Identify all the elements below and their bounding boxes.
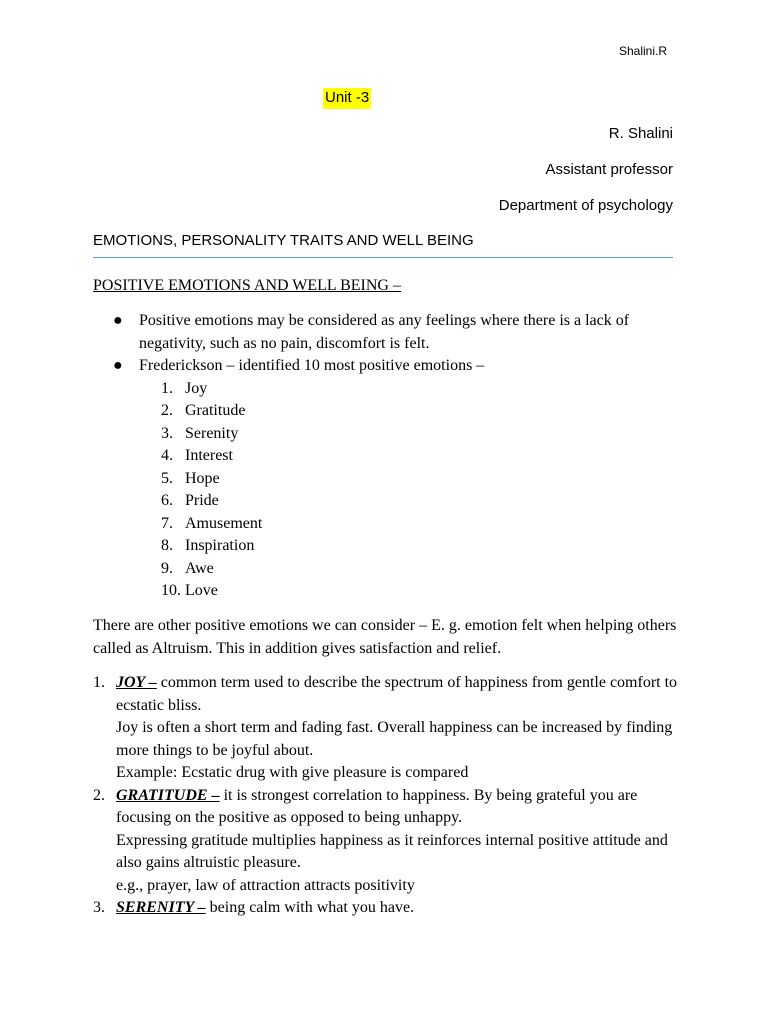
detail-number: 3. [93, 899, 105, 916]
header-author: Shalini.R [618, 44, 667, 58]
detail-intro-text: it is strongest correlation to happiness. By being grateful you are focusing on the positive as opposed to being unhappy. [116, 786, 638, 826]
emotion-label: Joy [185, 379, 208, 397]
detail-intro [116, 897, 683, 920]
emotion-label: Amusement [185, 514, 263, 532]
detail-intro-text: being calm with what you have. [205, 899, 415, 916]
emotion-number: 5. [161, 469, 173, 487]
emotion-number: 7. [161, 514, 173, 532]
bullet-text: Positive emotions may be considered as any feelings where there is a lack of negativity, such as no pain, discomfort is felt. [139, 312, 630, 352]
author-department: Department of psychology [498, 197, 673, 214]
emotion-number: 4. [161, 447, 173, 464]
bullet-icon: ● [113, 357, 123, 374]
author-name: R. Shalini [608, 125, 673, 142]
emotion-number: 3. [161, 424, 173, 442]
detail-intro [116, 785, 683, 830]
detail-list [93, 672, 683, 920]
emotion-number: 1. [161, 379, 173, 397]
emotion-item [93, 468, 683, 491]
emotion-item [93, 558, 683, 581]
emotion-label: Interest [185, 447, 233, 464]
detail-intro [116, 672, 683, 717]
detail-line: Joy is often a short term and fading fast. Overall happiness can be increased by finding more things to be joyful about. [116, 719, 673, 759]
emotion-number: 9. [161, 559, 173, 577]
emotion-item [93, 580, 683, 603]
detail-item-serenity [93, 897, 683, 920]
unit-label: Unit -3 [323, 88, 371, 109]
bullet-text: Frederickson – identified 10 most positive emotions – [139, 357, 485, 374]
bullet-list [93, 310, 683, 603]
emotion-label: Serenity [185, 424, 239, 442]
detail-term: SERENITY – [116, 899, 206, 916]
emotion-item [93, 513, 683, 536]
detail-number: 1. [93, 674, 105, 691]
emotion-number: 2. [161, 402, 173, 419]
emotion-label: Love [185, 582, 218, 599]
detail-item-gratitude [93, 785, 683, 898]
emotion-label: Pride [185, 492, 219, 509]
bullet-item [93, 310, 683, 355]
detail-item-joy [93, 672, 683, 785]
detail-line: e.g., prayer, law of attraction attracts positivity [116, 876, 415, 894]
emotion-label: Hope [185, 469, 220, 487]
detail-term: JOY – [116, 674, 157, 691]
section-heading: EMOTIONS, PERSONALITY TRAITS AND WELL BEING [93, 231, 673, 258]
detail-number: 2. [93, 786, 105, 804]
emotion-label: Gratitude [185, 402, 246, 419]
emotion-item [93, 400, 683, 423]
emotion-number: 10. [161, 582, 181, 599]
emotion-item [93, 445, 683, 468]
bullet-icon: ● [113, 312, 123, 329]
altruism-paragraph: There are other positive emotions we can consider – E. g. emotion felt when helping others called as Altruism. This in addition gives satisfaction and relief. [93, 617, 677, 657]
emotion-number: 8. [161, 537, 173, 554]
emotion-number: 6. [161, 492, 173, 509]
bullet-item [93, 355, 683, 378]
emotion-item [93, 423, 683, 446]
emotion-item [93, 378, 683, 401]
detail-term: GRATITUDE – [116, 786, 220, 804]
emotion-label: Inspiration [185, 537, 255, 554]
detail-line: Expressing gratitude multiplies happiness as it reinforces internal positive attitude and also gains altruistic pleasure. [116, 831, 668, 871]
author-title: Assistant professor [545, 161, 673, 178]
emotion-label: Awe [185, 559, 214, 577]
detail-intro-text: common term used to describe the spectrum of happiness from gentle comfort to ecstatic bliss. [116, 674, 678, 714]
emotion-item [93, 535, 683, 558]
author-block [499, 123, 673, 231]
emotion-list [93, 378, 683, 603]
detail-line: Example: Ecstatic drug with give pleasure is compared [116, 764, 469, 781]
emotion-item [93, 490, 683, 513]
subheading: POSITIVE EMOTIONS AND WELL BEING – [93, 277, 401, 294]
